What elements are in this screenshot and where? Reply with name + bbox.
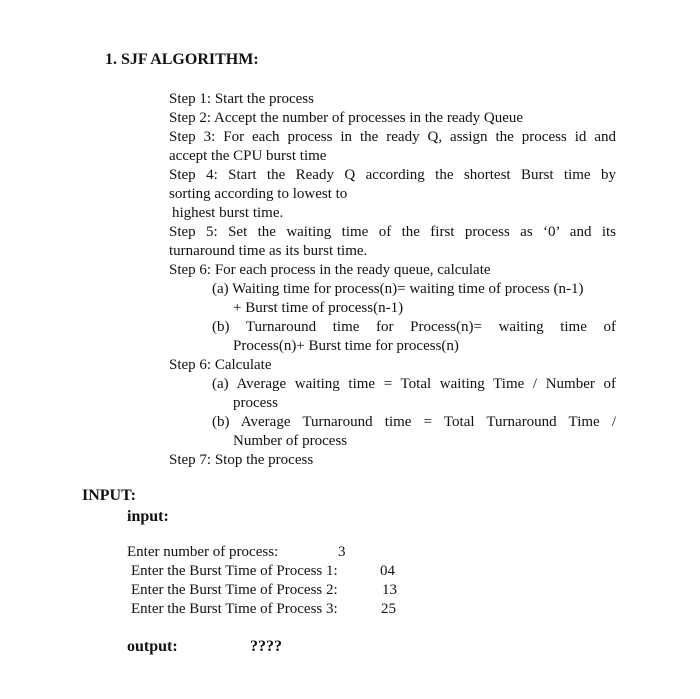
step-line: (b) Average Turnaround time = Total Turnaround Time / (212, 414, 616, 430)
burst-time-value: 13 (382, 582, 397, 598)
burst-time-value: 04 (380, 563, 395, 579)
algorithm-steps (169, 90, 616, 470)
burst-time-value: 25 (381, 601, 396, 617)
number-of-process-label: Enter number of process: (127, 544, 279, 560)
output-value: ???? (250, 638, 282, 655)
step-line: Number of process (233, 433, 348, 449)
burst-time-label: Enter the Burst Time of Process 2: (131, 582, 338, 598)
step-line: highest burst time. (172, 205, 284, 221)
step-line: (a) Average waiting time = Total waiting Time / Number of (212, 376, 616, 392)
input-heading: INPUT: (82, 487, 136, 504)
step-line: Step 7: Stop the process (169, 452, 314, 468)
step-line: accept the CPU burst time (169, 148, 327, 164)
step-line: Step 6: For each process in the ready queue, calculate (169, 262, 491, 278)
step-line: process (233, 395, 278, 411)
step-line: Step 5: Set the waiting time of the first process as ‘0’ and its (169, 224, 616, 240)
step-line: + Burst time of process(n-1) (233, 300, 404, 316)
step-line: Step 6: Calculate (169, 357, 272, 373)
step-line: (b) Turnaround time for Process(n)= waiting time of (212, 319, 616, 335)
section-title: 1. SJF ALGORITHM: (105, 51, 259, 68)
step-line: (a) Waiting time for process(n)= waiting time of process (n-1) (212, 281, 584, 297)
step-line: Step 1: Start the process (169, 91, 314, 107)
step-line: turnaround time as its burst time. (169, 243, 368, 259)
burst-time-label: Enter the Burst Time of Process 1: (131, 563, 338, 579)
step-line: Step 4: Start the Ready Q according the shortest Burst time by (169, 167, 616, 183)
output-label: output: (127, 638, 178, 655)
step-line: Step 2: Accept the number of processes in the ready Queue (169, 110, 524, 126)
step-line: Step 3: For each process in the ready Q, assign the process id and (169, 129, 616, 145)
number-of-process-value: 3 (338, 544, 346, 560)
burst-time-label: Enter the Burst Time of Process 3: (131, 601, 338, 617)
step-line: sorting according to lowest to (169, 186, 348, 202)
step-line: Process(n)+ Burst time for process(n) (233, 338, 459, 354)
input-subheading: input: (127, 508, 169, 525)
